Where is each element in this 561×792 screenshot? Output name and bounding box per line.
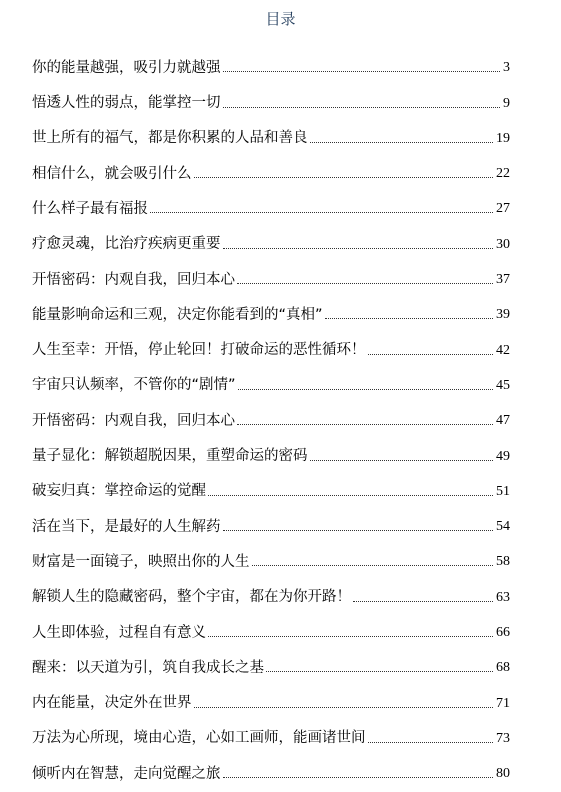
toc-entry[interactable]: [32, 216, 510, 251]
toc-entry-title: 人生即体验，过程自有意义: [32, 624, 206, 641]
toc-entry-title: 万法为心所现，境由心造，心如工画师，能画诸世间: [32, 730, 366, 747]
toc-entry-title: 倾听内在智慧，走向觉醒之旅: [32, 765, 221, 782]
toc-entry-title: 相信什么，就会吸引什么: [32, 165, 192, 182]
toc-entry-page: 58: [496, 554, 510, 570]
toc-entry[interactable]: [32, 146, 510, 181]
dot-leader: [223, 107, 501, 108]
toc-entry-title: 什么样子最有福报: [32, 200, 148, 217]
toc-entry-title: 世上所有的福气，都是你积累的人品和善良: [32, 130, 308, 147]
toc-entry-page: 30: [496, 236, 510, 252]
toc-entry-title: 醒来：以天道为引，筑自我成长之基: [32, 659, 264, 676]
toc-entry[interactable]: [32, 675, 510, 710]
dot-leader: [238, 389, 493, 390]
toc-entry-page: 22: [496, 166, 510, 182]
toc-entry-title: 人生至幸：开悟，停止轮回！打破命运的恶性循环！: [32, 342, 366, 359]
toc-entry[interactable]: [32, 746, 510, 781]
toc-entry[interactable]: [32, 75, 510, 110]
toc-entry-page: 49: [496, 448, 510, 464]
toc-entry[interactable]: [32, 464, 510, 499]
toc-entry[interactable]: [32, 640, 510, 675]
dot-leader: [310, 460, 494, 461]
toc-entry-page: 54: [496, 519, 510, 535]
toc-entry[interactable]: [32, 358, 510, 393]
dot-leader: [368, 354, 494, 355]
toc-entry-page: 9: [503, 95, 510, 111]
toc-entry-title: 能量影响命运和三观，决定你能看到的“真相”: [32, 306, 323, 323]
dot-leader: [223, 777, 494, 778]
toc-entry-page: 19: [496, 130, 510, 146]
dot-leader: [223, 71, 501, 72]
dot-leader: [194, 707, 494, 708]
toc-entry-page: 42: [496, 342, 510, 358]
toc-entry-title: 内在能量，决定外在世界: [32, 695, 192, 712]
toc-entry[interactable]: [32, 605, 510, 640]
toc-entry-page: 27: [496, 201, 510, 217]
toc-entry-page: 3: [503, 60, 510, 76]
toc-entry[interactable]: [32, 534, 510, 569]
dot-leader: [353, 601, 493, 602]
toc-entry-page: 63: [496, 589, 510, 605]
toc-entry[interactable]: [32, 711, 510, 746]
dot-leader: [368, 742, 494, 743]
toc-entry-title: 解锁人生的隐藏密码，整个宇宙，都在为你开路！: [32, 589, 351, 606]
toc-entry[interactable]: [32, 181, 510, 216]
toc-entry[interactable]: [32, 428, 510, 463]
dot-leader: [223, 530, 494, 531]
toc-entry[interactable]: [32, 569, 510, 604]
dot-leader: [208, 636, 493, 637]
toc-entry[interactable]: [32, 111, 510, 146]
toc-entry-title: 财富是一面镜子，映照出你的人生: [32, 553, 250, 570]
toc-entry-page: 73: [496, 730, 510, 746]
dot-leader: [208, 495, 493, 496]
toc-entry-title: 开悟密码：内观自我，回归本心: [32, 271, 235, 288]
toc-entry-title: 破妄归真：掌控命运的觉醒: [32, 483, 206, 500]
toc-entry-page: 51: [496, 483, 510, 499]
toc-entry-page: 80: [496, 766, 510, 782]
toc-entry-title: 疗愈灵魂，比治疗疾病更重要: [32, 236, 221, 253]
toc-entry[interactable]: [32, 287, 510, 322]
toc-entry-title: 量子显化：解锁超脱因果，重塑命运的密码: [32, 448, 308, 465]
toc-entry-page: 47: [496, 413, 510, 429]
dot-leader: [266, 671, 493, 672]
toc-entry[interactable]: [32, 393, 510, 428]
toc-entry[interactable]: [32, 322, 510, 357]
dot-leader: [310, 142, 494, 143]
toc-entry-title: 悟透人性的弱点，能掌控一切: [32, 95, 221, 112]
dot-leader: [150, 212, 493, 213]
toc-entry-title: 开悟密码：内观自我，回归本心: [32, 412, 235, 429]
toc-entry-page: 66: [496, 625, 510, 641]
toc-entry-title: 你的能量越强，吸引力就越强: [32, 59, 221, 76]
dot-leader: [252, 565, 494, 566]
toc-entry-page: 39: [496, 307, 510, 323]
toc-heading: 目录: [265, 10, 296, 28]
toc-entry[interactable]: [32, 40, 510, 75]
dot-leader: [237, 424, 493, 425]
toc-entry-page: 45: [496, 377, 510, 393]
toc-entry-title: 宇宙只认频率，不管你的“剧情”: [32, 377, 236, 394]
dot-leader: [194, 177, 494, 178]
dot-leader: [325, 318, 493, 319]
toc-entry-page: 68: [496, 660, 510, 676]
toc-entry[interactable]: [32, 499, 510, 534]
toc-entry[interactable]: [32, 252, 510, 287]
dot-leader: [223, 248, 494, 249]
toc-list: [32, 40, 510, 781]
dot-leader: [237, 283, 493, 284]
toc-entry-title: 活在当下，是最好的人生解药: [32, 518, 221, 535]
toc-entry-page: 71: [496, 695, 510, 711]
toc-entry-page: 37: [496, 272, 510, 288]
